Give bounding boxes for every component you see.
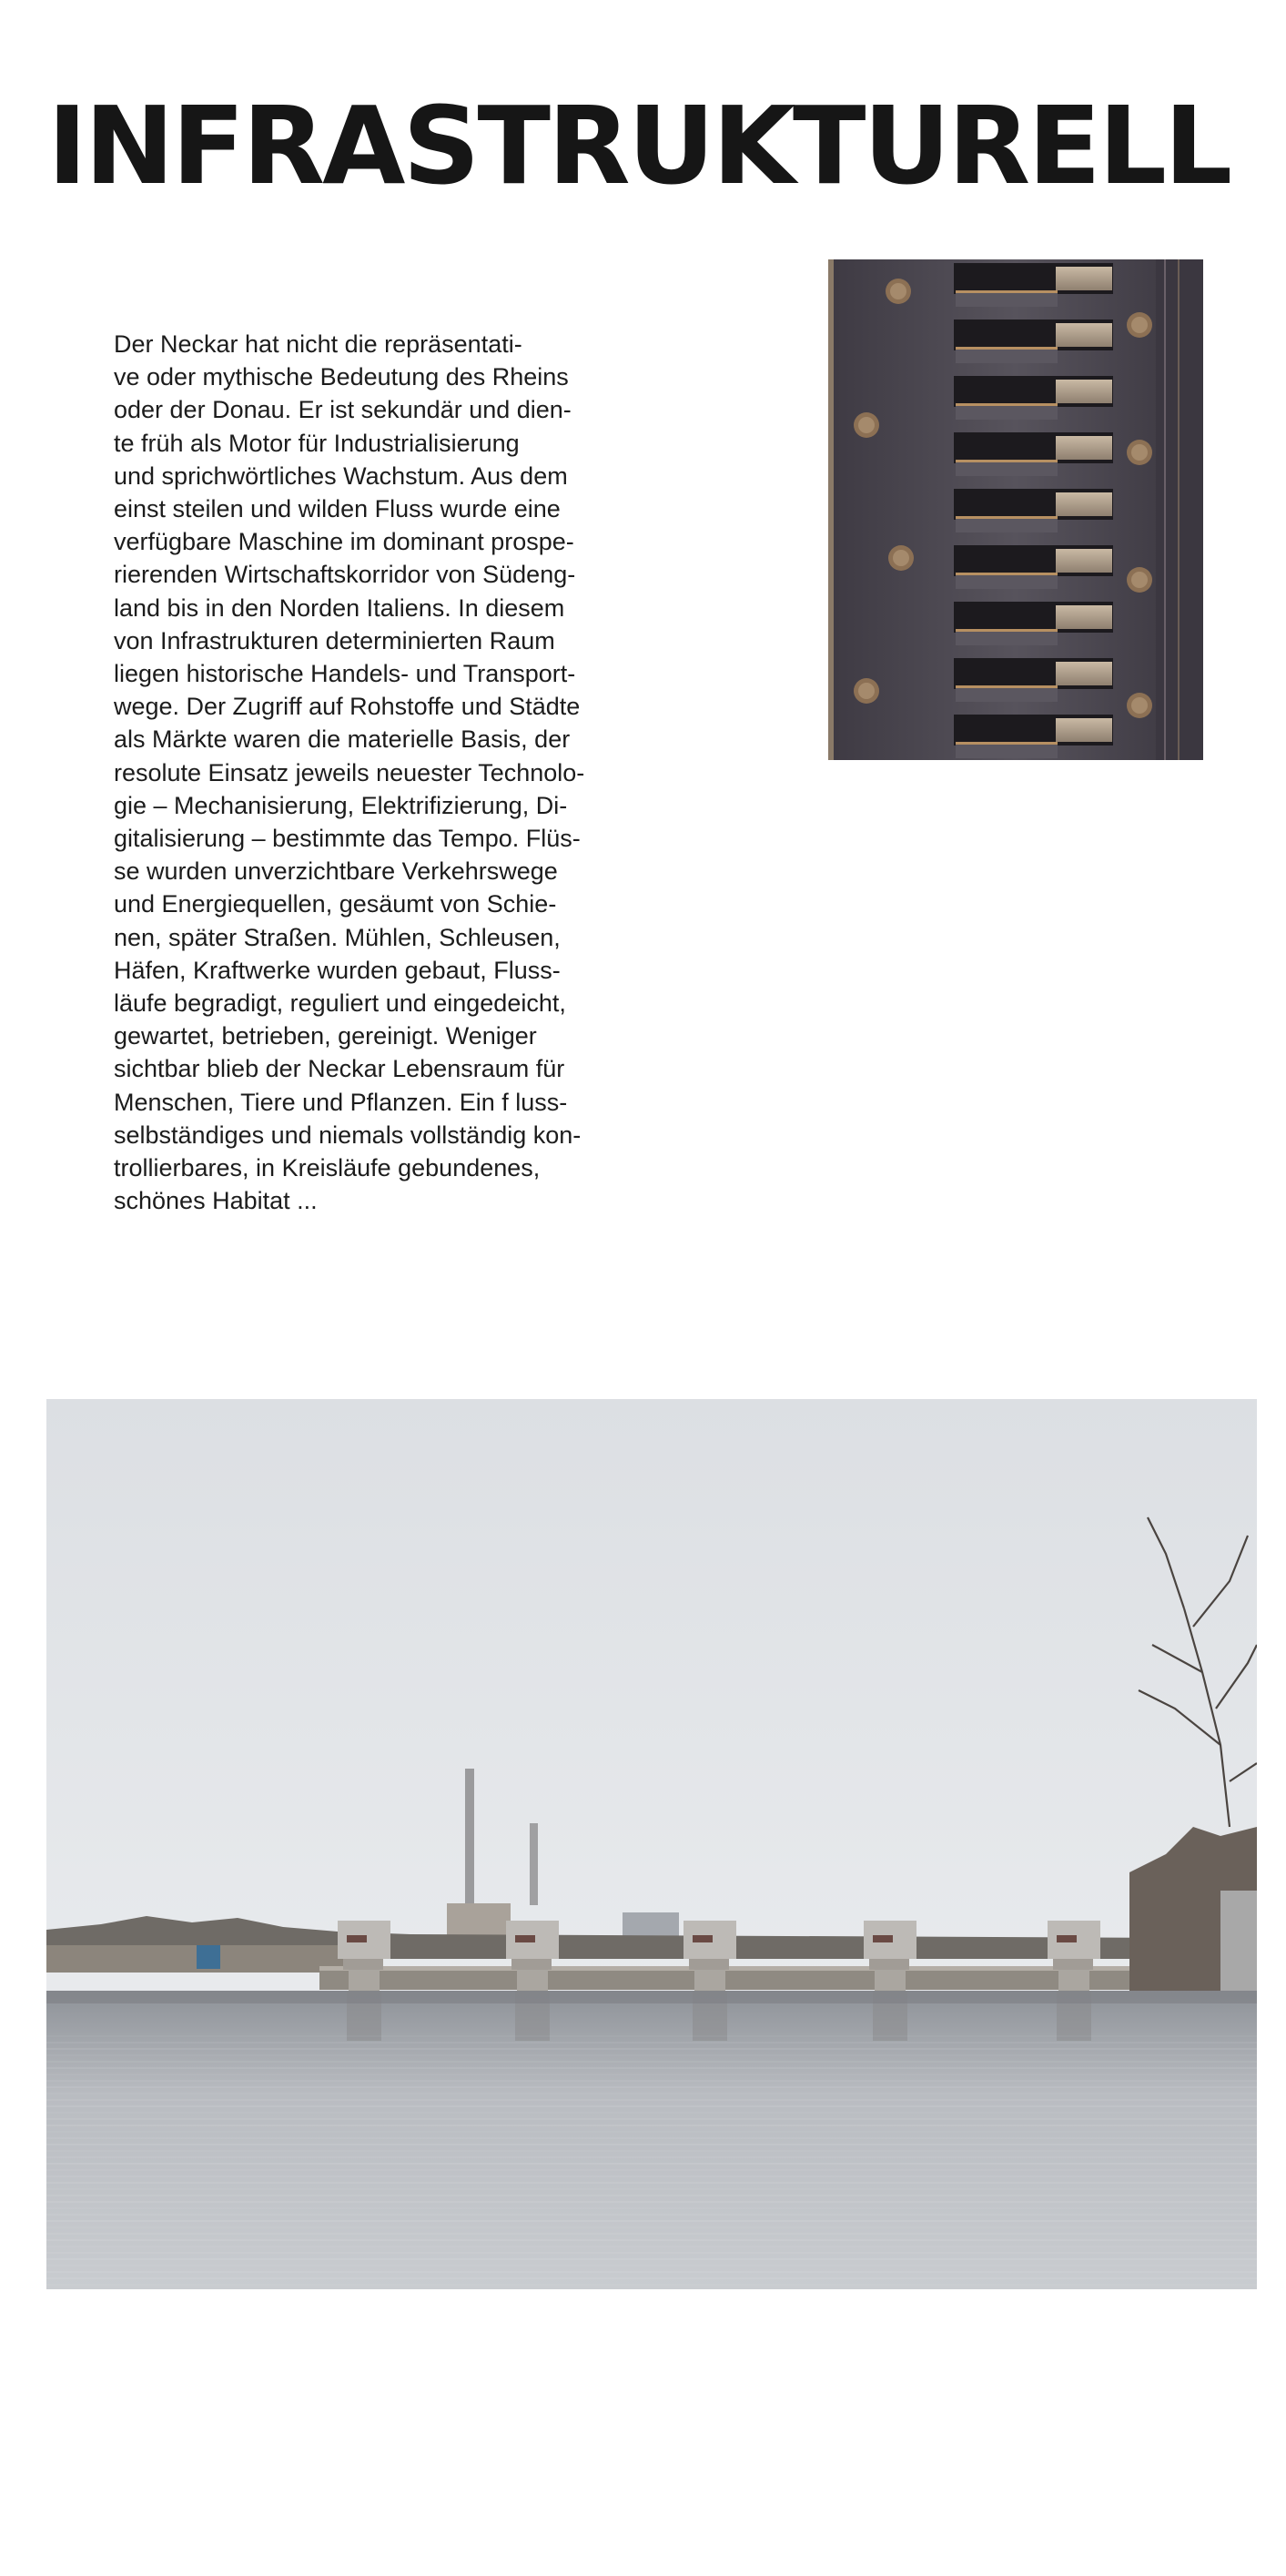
text-line: gewartet, betrieben, gereinigt. Weniger bbox=[114, 1022, 537, 1050]
text-line: gie – Mechanisierung, Elektrifizierung, Di- bbox=[114, 791, 568, 819]
text-line: und Energiequellen, gesäumt von Schie- bbox=[114, 890, 557, 918]
text-line: einst steilen und wilden Fluss wurde eine bbox=[114, 495, 561, 523]
page-title: INFRASTRUKTURELL bbox=[47, 83, 1230, 208]
text-line: gitalisierung – bestimmte das Tempo. Flüs- bbox=[114, 825, 581, 853]
text-line: liegen historische Handels- und Transport- bbox=[114, 660, 576, 688]
text-line: selbständiges und niemals vollständig kon- bbox=[114, 1121, 582, 1149]
text-line: ve oder mythische Bedeutung des Rheins bbox=[114, 363, 569, 391]
text-line: und sprichwörtliches Wachstum. Aus dem bbox=[114, 461, 568, 490]
text-line: Häfen, Kraftwerke wurden gebaut, Fluss- bbox=[114, 956, 561, 984]
text-line: trollierbares, in Kreisläufe gebundenes, bbox=[114, 1154, 541, 1182]
text-line: Der Neckar hat nicht die repräsentati- bbox=[114, 330, 522, 358]
text-line: resolute Einsatz jeweils neuester Technolo- bbox=[114, 758, 585, 786]
text-line: wege. Der Zugriff auf Rohstoffe und Städte bbox=[114, 693, 581, 721]
text-line: als Märkte waren die materielle Basis, der bbox=[114, 725, 571, 754]
text-line: sichtbar blieb der Neckar Lebensraum für bbox=[114, 1055, 565, 1083]
river-weir-photo bbox=[46, 1399, 1257, 2289]
text-line: land bis in den Norden Italiens. In diesem bbox=[114, 593, 565, 622]
body-paragraph bbox=[114, 328, 642, 1217]
text-line: von Infrastrukturen determinierten Raum bbox=[114, 626, 555, 654]
text-line: Menschen, Tiere und Pflanzen. Ein f luss- bbox=[114, 1088, 568, 1116]
text-line: verfügbare Maschine im dominant prospe- bbox=[114, 528, 574, 556]
text-line: schönes Habitat ... bbox=[114, 1187, 318, 1215]
text-line: rierenden Wirtschaftskorridor von Südeng- bbox=[114, 561, 576, 589]
text-line: nen, später Straßen. Mühlen, Schleusen, bbox=[114, 923, 561, 951]
expansion-joint-photo bbox=[828, 259, 1203, 760]
text-line: oder der Donau. Er ist sekundär und dien- bbox=[114, 396, 572, 424]
text-line: se wurden unverzichtbare Verkehrswege bbox=[114, 857, 558, 886]
text-line: läufe begradigt, reguliert und eingedeicht, bbox=[114, 989, 566, 1018]
text-line: te früh als Motor für Industrialisierung bbox=[114, 429, 520, 457]
